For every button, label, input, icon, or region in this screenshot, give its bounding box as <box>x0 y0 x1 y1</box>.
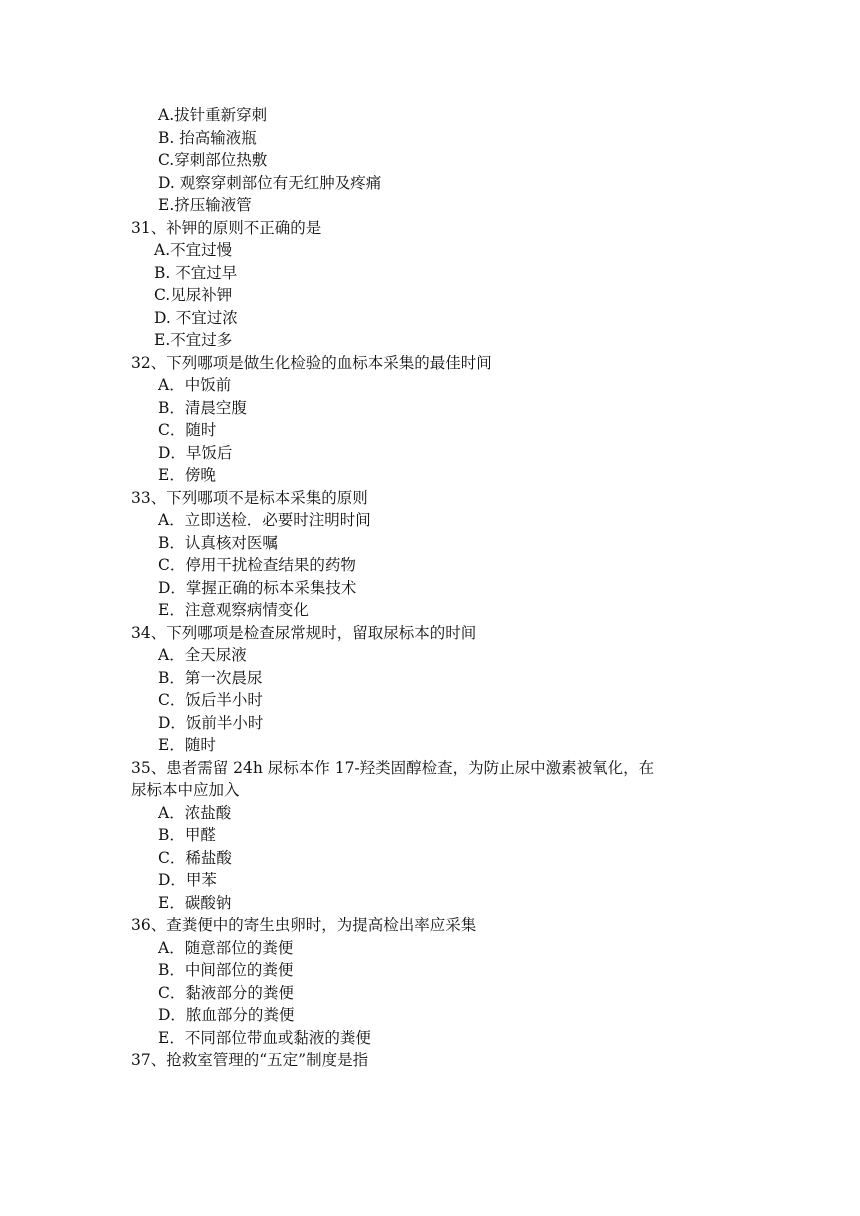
option-line: D．甲苯 <box>158 871 217 889</box>
option-line: A．中饭前 <box>158 376 232 394</box>
option-line: D．掌握正确的标本采集技术 <box>158 578 357 597</box>
option-line: C．黏液部分的粪便 <box>158 983 294 1002</box>
option-line: B. 抬高输液瓶 <box>158 128 257 147</box>
option-line: B．第一次晨尿 <box>158 668 263 687</box>
question-line: 34、下列哪项是检查尿常规时，留取尿标本的时间 <box>131 623 477 642</box>
option-line: E．傍晚 <box>158 466 216 484</box>
option-line: C．停用干扰检查结果的药物 <box>158 556 356 574</box>
question-line: 尿标本中应加入 <box>131 781 240 799</box>
option-line: D. 不宜过浓 <box>154 308 238 327</box>
option-line: D．脓血部分的粪便 <box>158 1006 295 1024</box>
option-line: C．饭后半小时 <box>158 691 263 709</box>
option-line: A．全天尿液 <box>158 646 247 664</box>
option-line: E．碳酸钠 <box>158 893 232 912</box>
option-line: C．稀盐酸 <box>158 848 232 867</box>
option-line: D．早饭后 <box>158 443 233 462</box>
option-line: B. 不宜过早 <box>154 263 238 282</box>
question-line: 31、补钾的原则不正确的是 <box>131 218 322 237</box>
option-line: B．认真核对医嘱 <box>158 533 278 552</box>
question-line: 35、患者需留 24h 尿标本作 17-羟类固醇检查，为防止尿中激素被氧化，在 <box>131 758 655 777</box>
document-page <box>0 104 860 1072</box>
option-line: A．随意部位的粪便 <box>158 938 294 957</box>
option-line: D. 观察穿刺部位有无红肿及疼痛 <box>158 173 382 192</box>
option-line: C.穿刺部位热敷 <box>158 151 268 169</box>
option-line: A.不宜过慢 <box>154 241 233 259</box>
option-line: B．清晨空腹 <box>158 398 247 417</box>
question-line: 32、下列哪项是做生化检验的血标本采集的最佳时间 <box>131 353 492 372</box>
option-line: E．不同部位带血或黏液的粪便 <box>158 1028 371 1047</box>
option-line: E.不宜过多 <box>154 331 233 349</box>
question-line: 37、抢救室管理的“五定”制度是指 <box>131 1051 369 1069</box>
option-line: C．随时 <box>158 421 217 439</box>
option-line: A.拔针重新穿刺 <box>158 106 268 124</box>
option-line: D．饭前半小时 <box>158 713 264 732</box>
option-line: A．立即送检．必要时注明时间 <box>158 511 371 529</box>
question-line: 33、下列哪项不是标本采集的原则 <box>131 488 368 507</box>
option-line: B．中间部位的粪便 <box>158 961 294 979</box>
option-line: E.挤压输液管 <box>158 196 252 214</box>
question-line: 36、查粪便中的寄生虫卵时，为提高检出率应采集 <box>131 916 477 934</box>
option-line: B．甲醛 <box>158 826 216 844</box>
option-line: A．浓盐酸 <box>158 803 232 822</box>
option-line: E．随时 <box>158 736 216 754</box>
option-line: C.见尿补钾 <box>154 286 233 304</box>
option-line: E．注意观察病情变化 <box>158 601 309 619</box>
